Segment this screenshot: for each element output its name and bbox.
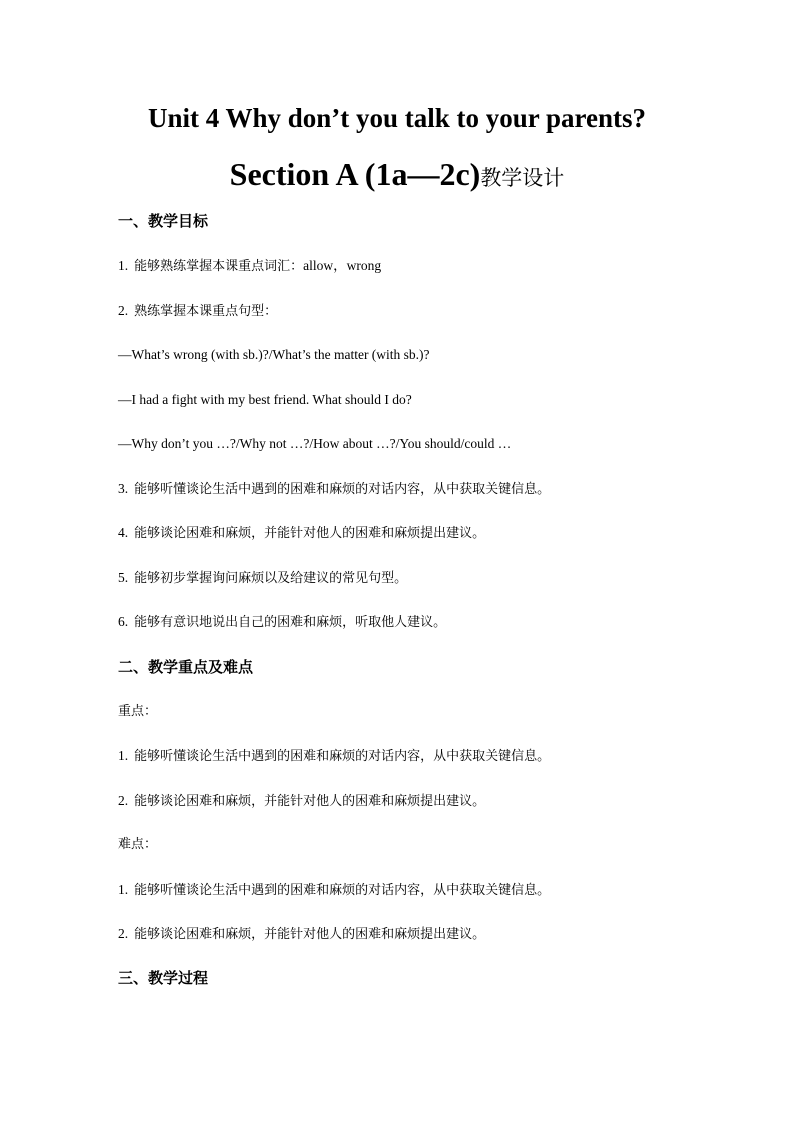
item-text: 能够听懂谈论生活中遇到的困难和麻烦的对话内容，从中获取关键信息。 bbox=[134, 749, 551, 764]
item-number: 2. bbox=[118, 793, 129, 808]
item-text: 能够听懂谈论生活中遇到的困难和麻烦的对话内容，从中获取关键信息。 bbox=[134, 482, 551, 497]
section-heading-teaching-process: 三、教学过程 bbox=[118, 969, 209, 987]
subtitle-section: Section A (1a—2c) bbox=[229, 156, 481, 192]
subtitle-design-label: 教学设计 bbox=[480, 166, 565, 190]
sentence-pattern: —What’s wrong (with sb.)?/What’s the matter (with sb.)? bbox=[118, 347, 430, 362]
item-text: 能够谈论困难和麻烦，并能针对他人的困难和麻烦提出建议。 bbox=[134, 794, 486, 809]
key-points-label: 重点： bbox=[118, 704, 158, 719]
item-number: 4. bbox=[118, 525, 129, 540]
item-number: 5. bbox=[118, 570, 129, 585]
item-text: 能够谈论困难和麻烦，并能针对他人的困难和麻烦提出建议。 bbox=[134, 927, 486, 942]
sentence-pattern: —I had a fight with my best friend. What should I do? bbox=[118, 392, 412, 407]
section-heading-key-points: 二、教学重点及难点 bbox=[118, 658, 254, 676]
difficult-points-label: 难点： bbox=[118, 837, 158, 852]
item-number: 6. bbox=[118, 614, 129, 629]
difficult-point-item bbox=[118, 924, 485, 945]
objective-item bbox=[118, 301, 277, 322]
key-point-item bbox=[118, 746, 550, 767]
key-point-item bbox=[118, 791, 485, 812]
item-number: 1. bbox=[118, 258, 129, 273]
document-title: Unit 4 Why don’t you talk to your parents? bbox=[147, 103, 647, 133]
item-number: 2. bbox=[118, 303, 129, 318]
section-heading-objectives: 一、教学目标 bbox=[118, 212, 209, 230]
objective-item bbox=[118, 256, 381, 277]
difficult-point-item bbox=[118, 880, 550, 901]
item-text: 能够听懂谈论生活中遇到的困难和麻烦的对话内容，从中获取关键信息。 bbox=[134, 883, 551, 898]
item-text: 能够谈论困难和麻烦，并能针对他人的困难和麻烦提出建议。 bbox=[134, 526, 486, 541]
item-text: 能够熟练掌握本课重点词汇： bbox=[134, 259, 304, 274]
item-text: 能够有意识地说出自己的困难和麻烦，听取他人建议。 bbox=[134, 615, 447, 630]
objective-item bbox=[118, 612, 446, 633]
sentence-pattern: —Why don’t you …?/Why not …?/How about …?/You should/could … bbox=[118, 436, 512, 451]
item-text: 熟练掌握本课重点句型： bbox=[134, 304, 278, 319]
objective-item bbox=[118, 523, 485, 544]
item-text: 能够初步掌握询问麻烦以及给建议的常见句型。 bbox=[134, 571, 408, 586]
item-number: 1. bbox=[118, 748, 129, 763]
item-number: 3. bbox=[118, 481, 129, 496]
item-number: 2. bbox=[118, 926, 129, 941]
document-subtitle bbox=[0, 152, 794, 203]
objective-item bbox=[118, 479, 550, 500]
item-number: 1. bbox=[118, 882, 129, 897]
objective-item bbox=[118, 568, 407, 589]
item-vocabulary: allow，wrong bbox=[303, 258, 382, 273]
